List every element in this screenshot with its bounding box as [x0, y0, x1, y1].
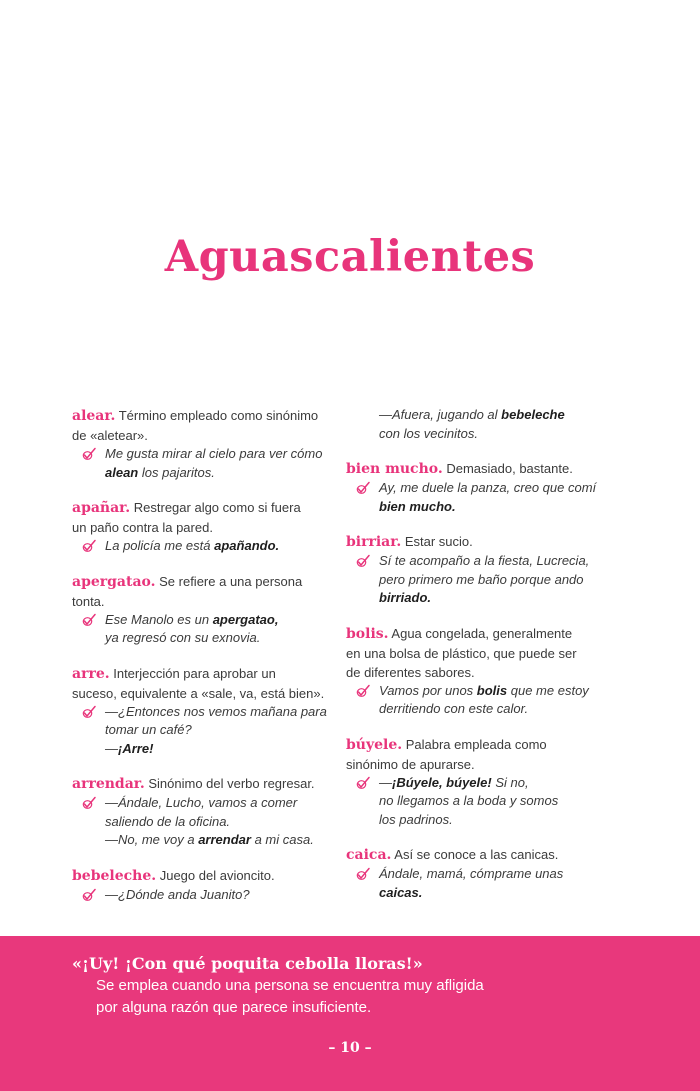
example-highlight: ¡Búyele, búyele!: [392, 774, 492, 790]
example-text: Vamos por unos: [379, 682, 477, 698]
example-text: —No, me voy a: [105, 832, 199, 847]
entry-definition: Interjección para aprobar un: [109, 665, 276, 681]
example-text: tomar un café?: [105, 722, 192, 737]
example: [72, 611, 334, 648]
page-number: – 10 –: [328, 1040, 372, 1056]
example-text: Si no,: [491, 774, 529, 790]
example-highlight: bebeleche: [501, 407, 565, 422]
entry-definition: Juego del avioncito.: [156, 867, 275, 883]
entry-definition: Sinónimo del verbo regresar.: [144, 776, 315, 791]
example-text: —¿Dónde anda Juanito?: [105, 886, 250, 902]
example-text: —: [105, 740, 118, 756]
saying-description-line: Se emplea cuando una persona se encuentra muy afligida: [96, 977, 484, 994]
example-highlight: arrendar: [198, 832, 251, 847]
entry-term: apergatao.: [72, 573, 156, 590]
example: [72, 445, 334, 482]
entry-definition: Agua congelada, generalmente: [388, 625, 573, 641]
entry-arre: [72, 664, 334, 759]
example: [346, 774, 608, 830]
entry-definition: tonta.: [72, 593, 105, 609]
entry-caica: [346, 845, 608, 902]
checkmark-icon: [355, 481, 371, 495]
saying-description: [96, 975, 576, 1019]
entry-alear: [72, 406, 334, 482]
entry-term: búyele.: [346, 736, 403, 753]
example-text: Ay, me duele la panza, creo que comí: [379, 480, 597, 495]
example-text: Me gusta mirar al cielo para ver cómo: [105, 446, 323, 461]
right-column: [346, 406, 608, 918]
example-text: Ándale, mamá, cómprame unas: [379, 866, 564, 881]
entry-definition: Término empleado como sinónimo: [115, 408, 319, 423]
checkmark-icon: [81, 539, 97, 553]
entry-definition: suceso, equivalente a «sale, va, está bien».: [72, 685, 325, 701]
example-highlight: apañando.: [214, 538, 280, 553]
example: [346, 865, 608, 902]
example-text: que me estoy: [507, 682, 589, 698]
checkmark-icon: [81, 705, 97, 719]
example-text: a mi casa.: [250, 832, 314, 847]
entry-term: apañar.: [72, 500, 131, 516]
example: [72, 703, 334, 759]
example-highlight: ¡Arre!: [118, 740, 154, 756]
example-text: no llegamos a la boda y somos: [379, 793, 559, 808]
checkmark-icon: [81, 613, 97, 627]
example-text: Sí te acompaño a la fiesta, Lucrecia,: [379, 553, 590, 568]
example: [346, 682, 608, 719]
entry-term: arre.: [72, 665, 110, 682]
entry-definition: sinónimo de apurarse.: [346, 756, 475, 772]
checkmark-icon: [355, 554, 371, 568]
example: [346, 552, 608, 608]
chapter-title: Aguascalientes: [164, 232, 536, 282]
checkmark-icon: [355, 776, 371, 790]
left-column: [72, 406, 334, 920]
entry-term: bien mucho.: [346, 461, 443, 477]
example-text: —¿Entonces nos vemos mañana para: [105, 703, 327, 719]
entry-bebeleche: [72, 866, 334, 905]
entry-term: arrendar.: [72, 776, 145, 792]
example-text: derritiendo con este calor.: [379, 701, 529, 716]
entry-definition: un paño contra la pared.: [72, 520, 213, 535]
example-text: los padrinos.: [379, 811, 453, 827]
checkmark-icon: [81, 888, 97, 902]
entry-term: bolis.: [346, 625, 389, 642]
example-text: saliendo de la oficina.: [105, 813, 231, 829]
entry-definition: de «aletear».: [72, 428, 148, 443]
example: [72, 537, 334, 556]
entry-definition: en una bolsa de plástico, que puede ser: [346, 645, 577, 661]
saying-description-line: por alguna razón que parece insuficiente.: [96, 999, 372, 1016]
example: [72, 886, 334, 905]
example: [72, 794, 334, 850]
entry-definition: Así se conoce a las canicas.: [391, 847, 559, 862]
example-text: los pajaritos.: [138, 464, 215, 480]
entry-apanar: [72, 498, 334, 556]
example-highlight: bolis: [476, 682, 508, 698]
entry-definition: de diferentes sabores.: [346, 664, 475, 680]
entry-definition: Estar sucio.: [401, 534, 473, 549]
entry-arrendar: [72, 774, 334, 850]
checkmark-icon: [81, 796, 97, 810]
checkmark-icon: [355, 684, 371, 698]
entry-term: alear.: [72, 408, 116, 424]
entry-definition: Restregar algo como si fuera: [130, 500, 301, 515]
example-text: —Afuera, jugando al: [379, 407, 502, 422]
entry-bolis: [346, 624, 608, 719]
example-text: La policía me está: [105, 538, 215, 553]
example-continuation: [346, 406, 608, 443]
example-highlight: apergatao,: [212, 611, 279, 627]
example-text: ya regresó con su exnovia.: [105, 630, 261, 645]
example-text: —Ándale, Lucho, vamos a comer: [105, 795, 298, 810]
example-text: con los vecinitos.: [379, 425, 478, 441]
example-text: Ese Manolo es un: [105, 611, 213, 627]
checkmark-icon: [355, 867, 371, 881]
example-highlight: bien mucho.: [379, 498, 456, 514]
entry-definition: Demasiado, bastante.: [442, 461, 573, 476]
entry-bien-mucho: [346, 459, 608, 516]
entry-birriar: [346, 532, 608, 608]
checkmark-icon: [81, 447, 97, 461]
entry-term: bebeleche.: [72, 867, 157, 884]
entry-term: birriar.: [346, 534, 402, 550]
example-text: pero primero me baño porque ando: [379, 571, 584, 587]
example-highlight: alean: [105, 464, 139, 480]
saying-title: «¡Uy! ¡Con qué poquita cebolla lloras!»: [72, 954, 423, 973]
entry-term: caica.: [346, 847, 392, 863]
example-highlight: caicas.: [379, 884, 423, 900]
entry-apergatao: [72, 572, 334, 648]
example-text: —: [379, 774, 392, 790]
entry-definition: Palabra empleada como: [402, 736, 547, 752]
example: [346, 479, 608, 516]
entry-buyele: [346, 735, 608, 830]
example-highlight: birriado.: [379, 590, 432, 605]
entry-definition: Se refiere a una persona: [155, 573, 303, 589]
